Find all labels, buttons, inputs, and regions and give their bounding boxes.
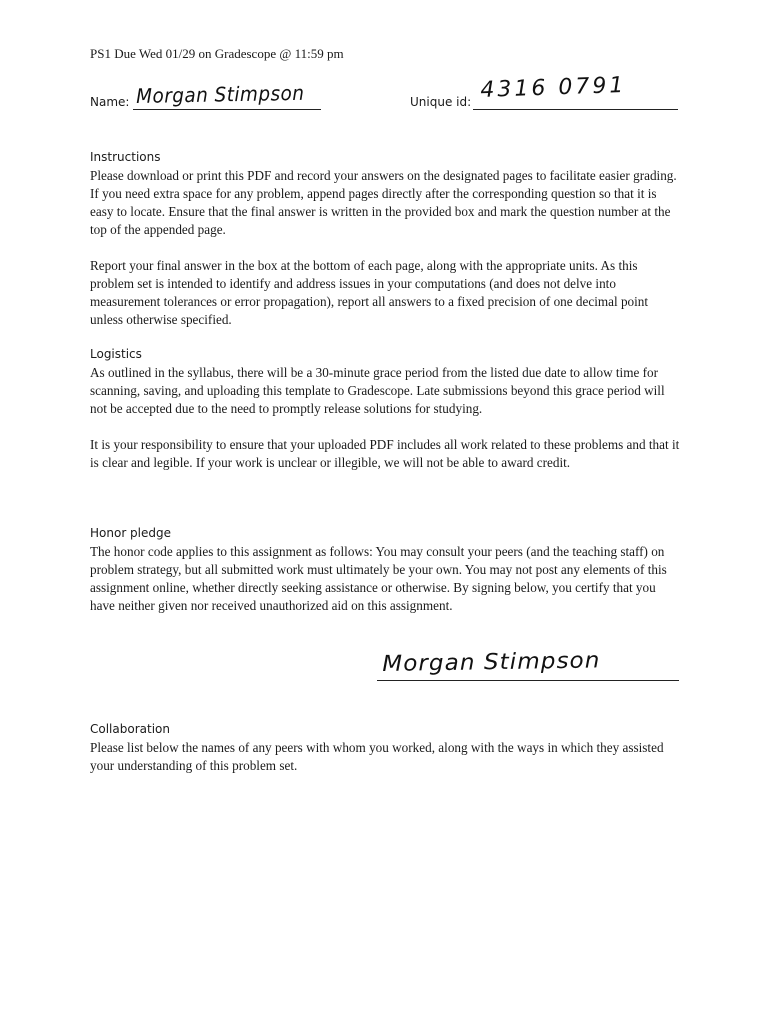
signature-line [377,680,679,681]
honor-pledge-paragraph: The honor code applies to this assignment as follows: You may consult your peers (and the teaching staff) on problem strategy, but all submitted work must ultimately be your own. You may not post any elements of this assignment online, whether directly seeking assistance or otherwise. By signing below, you certify that you have neither given nor received unauthorized aid on this assignment. [90,544,667,613]
identity-row [90,72,680,114]
name-handwritten-value: Morgan Stimpson [136,80,305,108]
name-underline [133,109,321,110]
logistics-paragraph-1: As outlined in the syllabus, there will be a 30-minute grace period from the listed due date to allow time for scanning, saving, and uploading this template to Gradescope. Late submissions beyond this grace period will not be accepted due to the need to promptly release solutions for studying. [90,365,665,416]
honor-pledge-section [90,524,680,615]
logistics-section [90,345,680,472]
name-label: Name: [90,95,130,109]
honor-pledge-heading: Honor pledge [90,526,172,540]
collaboration-paragraph: Please list below the names of any peers with whom you worked, along with the ways in which they assisted your understanding of this problem set. [90,740,664,773]
signature-handwritten: Morgan Stimpson [382,648,601,677]
instructions-heading: Instructions [90,150,161,164]
unique-id-handwritten-value: 4316 0791 [480,72,627,103]
unique-id-label: Unique id: [410,95,472,109]
logistics-paragraph-2: It is your responsibility to ensure that your uploaded PDF includes all work related to these problems and that it is clear and legible. If your work is unclear or illegible, we will not be able to award credit. [90,437,680,470]
logistics-heading: Logistics [90,347,142,361]
instructions-paragraph-1: Please download or print this PDF and record your answers on the designated pages to facilitate easier grading. If you need extra space for any problem, append pages directly after the corresponding question so that it is easy to locate. Ensure that the final answer is written in the provided box and mark the question number at the top of the appended page. [90,168,677,237]
unique-id-underline [473,109,678,110]
collaboration-heading: Collaboration [90,722,170,736]
due-date-header: PS1 Due Wed 01/29 on Gradescope @ 11:59 pm [90,46,344,61]
collaboration-section [90,720,680,775]
document-page [90,0,680,1024]
instructions-section [90,148,680,329]
instructions-paragraph-2: Report your final answer in the box at the bottom of each page, along with the appropriate units. As this problem set is intended to identify and address issues in your computations (and does not delve into measurement tolerances or error propagation), report all answers to a fixed precision of one decimal point unless otherwise specified. [90,258,649,327]
